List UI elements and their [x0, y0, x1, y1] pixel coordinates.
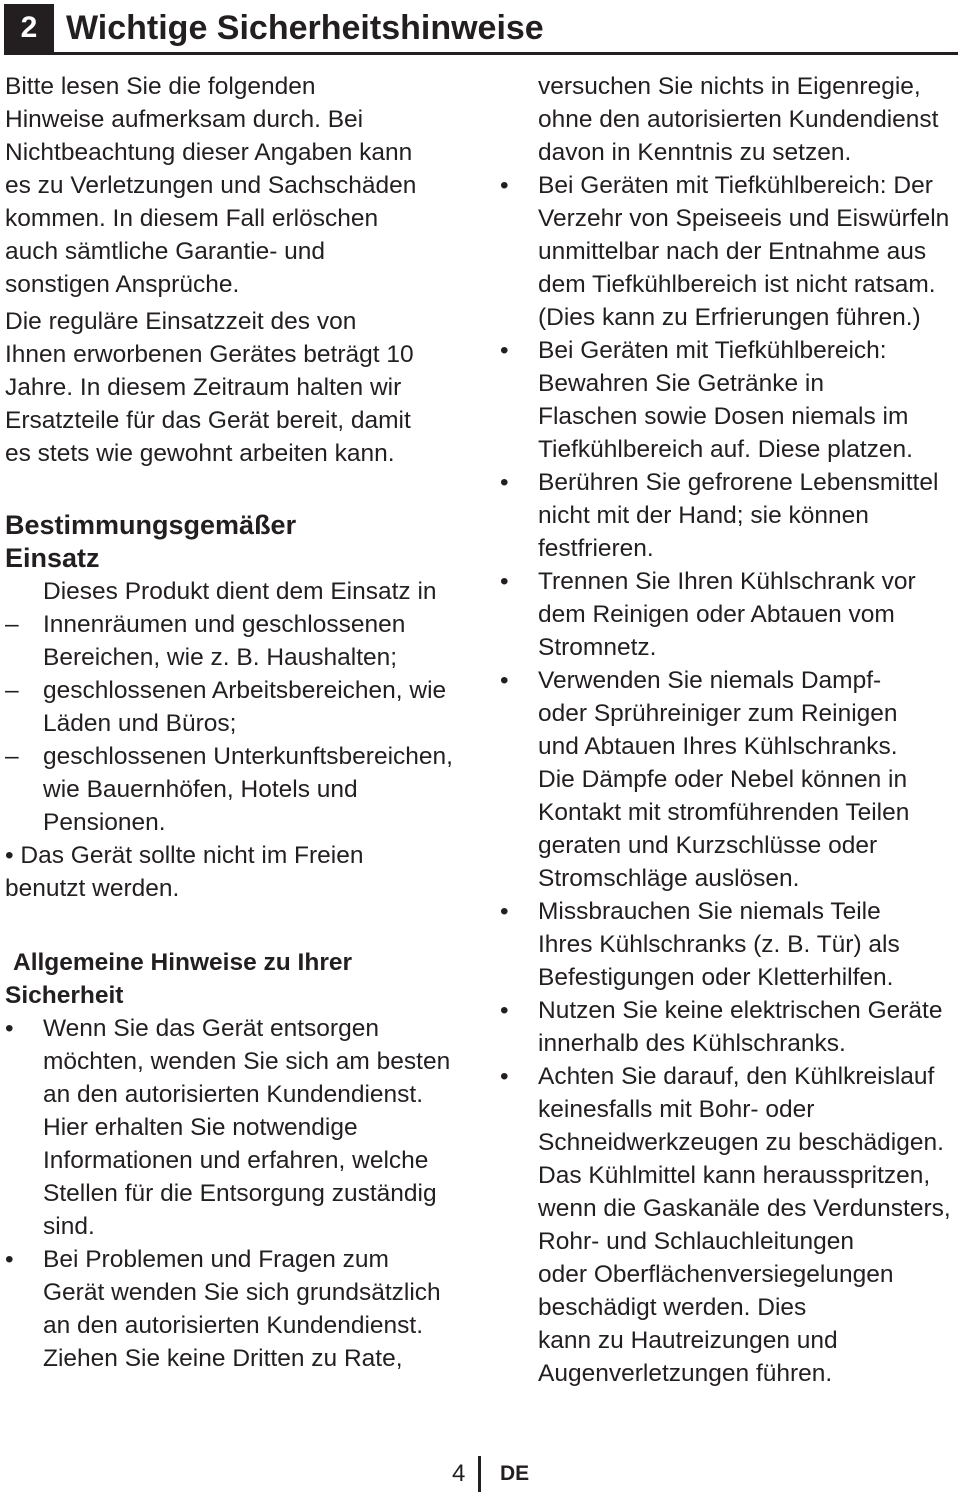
language-label: DE [500, 1462, 530, 1485]
text-line: Hinweise aufmerksam durch. Bei [5, 106, 364, 133]
text-line: wie Bauernhöfen, Hotels und [43, 776, 358, 803]
list-item [5, 674, 475, 740]
text-line: auch sämtliche Garantie- und [5, 238, 326, 265]
text-line: nicht mit der Hand; sie können [538, 502, 869, 529]
list-item [5, 1243, 475, 1375]
text-line: an den autorisierten Kundendienst. [43, 1312, 424, 1339]
text-line: Achten Sie darauf, den Kühlkreislauf [538, 1063, 935, 1090]
text-line: ohne den autorisierten Kundendienst [538, 106, 939, 133]
text-line: Stromnetz. [538, 634, 657, 661]
text-line: geraten und Kurzschlüsse oder [538, 832, 878, 859]
bullet-marker: • [5, 1015, 14, 1042]
text-line: Nutzen Sie keine elektrischen Geräte [538, 997, 943, 1024]
text-line: sonstigen Ansprüche. [5, 271, 240, 298]
text-line: und Abtauen Ihres Kühlschranks. [538, 733, 898, 760]
list-item [500, 334, 960, 466]
lifetime-paragraph [5, 305, 475, 470]
text-line: Rohr- und Schlauchleitungen [538, 1228, 854, 1255]
text-line: Ersatzteile für das Gerät bereit, damit [5, 407, 411, 434]
text-line: Schneidwerkzeugen zu beschädigen. [538, 1129, 944, 1156]
chapter-header [4, 4, 958, 55]
text-line: Stellen für die Entsorgung zuständig [43, 1180, 437, 1207]
list-item [500, 895, 960, 994]
right-column [500, 70, 960, 1390]
text-line: kann zu Hautreizungen und [538, 1327, 838, 1354]
list-item [500, 994, 960, 1060]
text-line: Die Dämpfe oder Nebel können in [538, 766, 908, 793]
text-line: oder Sprühreiniger zum Reinigen [538, 700, 898, 727]
text-line: Ihres Kühlschranks (z. B. Tür) als [538, 931, 900, 958]
chapter-title: Wichtige Sicherheitshinweise [66, 9, 544, 47]
text-line: keinesfalls mit Bohr- oder [538, 1096, 815, 1123]
text-line: Läden und Büros; [43, 710, 237, 737]
bullet-marker: • [500, 469, 509, 496]
bullet-marker: • [500, 337, 509, 364]
text-line: kommen. In diesem Fall erlöschen [5, 205, 379, 232]
text-line: festfrieren. [538, 535, 654, 562]
list-item [500, 466, 960, 565]
text-line: Gerät wenden Sie sich grundsätzlich [43, 1279, 441, 1306]
section-heading: Einsatz [5, 543, 100, 573]
text-line: Innenräumen und geschlossenen [43, 611, 406, 638]
text-line: davon in Kenntnis zu setzen. [538, 139, 852, 166]
section-heading: Allgemeine Hinweise zu Ihrer [13, 949, 353, 976]
chapter-number: 2 [4, 4, 54, 52]
text-line: versuchen Sie nichts in Eigenregie, [538, 73, 921, 100]
list-item [5, 608, 475, 674]
bullet-marker: • [500, 898, 509, 925]
text-line: Ihnen erworbenen Gerätes beträgt 10 [5, 341, 414, 368]
outdoor-note: benutzt werden. [5, 875, 180, 902]
text-line: Ziehen Sie keine Dritten zu Rate, [43, 1345, 403, 1372]
intended-use-lead: Dieses Produkt dient dem Einsatz in [43, 578, 437, 605]
text-line: Befestigungen oder Kletterhilfen. [538, 964, 894, 991]
list-item [500, 565, 960, 664]
text-line: unmittelbar nach der Entnahme aus [538, 238, 927, 265]
text-line: Trennen Sie Ihren Kühlschrank vor [538, 568, 916, 595]
text-line: Bei Geräten mit Tiefkühlbereich: Der [538, 172, 933, 199]
safety-list-continued [500, 169, 960, 1390]
text-line: Die reguläre Einsatzzeit des von [5, 308, 357, 335]
text-line: dem Tiefkühlbereich ist nicht ratsam. [538, 271, 936, 298]
text-line: Bei Problemen und Fragen zum [43, 1246, 389, 1273]
list-item [5, 740, 475, 839]
text-line: sind. [43, 1213, 95, 1240]
text-line: oder Oberflächenversiegelungen [538, 1261, 894, 1288]
section-heading: Sicherheit [5, 982, 124, 1009]
outdoor-note: • Das Gerät sollte nicht im Freien [5, 842, 364, 869]
section-heading: Bestimmungsgemäßer [5, 510, 297, 540]
text-line: wenn die Gaskanäle des Verdunsters, [538, 1195, 951, 1222]
bullet-marker: • [5, 1246, 14, 1273]
text-line: Verzehr von Speiseeis und Eiswürfeln [538, 205, 950, 232]
text-line: Bitte lesen Sie die folgenden [5, 73, 316, 100]
text-line: Nichtbeachtung dieser Angaben kann [5, 139, 413, 166]
text-line: Bewahren Sie Getränke in [538, 370, 824, 397]
list-item [500, 169, 960, 334]
intro-paragraph [5, 70, 475, 301]
dash-marker: – [5, 611, 19, 638]
text-line: Bereichen, wie z. B. Haushalten; [43, 644, 398, 671]
text-line: möchten, wenden Sie sich am besten [43, 1048, 451, 1075]
text-line: Augenverletzungen führen. [538, 1360, 833, 1387]
safety-list [5, 1012, 475, 1375]
text-line: dem Reinigen oder Abtauen vom [538, 601, 895, 628]
text-line: Pensionen. [43, 809, 166, 836]
general-safety-section [5, 946, 475, 1375]
text-line: Informationen und erfahren, welche [43, 1147, 429, 1174]
bullet-marker: • [500, 172, 509, 199]
dash-marker: – [5, 677, 19, 704]
dash-marker: – [5, 743, 19, 770]
bullet-marker: • [500, 568, 509, 595]
text-line: innerhalb des Kühlschranks. [538, 1030, 846, 1057]
text-line: es stets wie gewohnt arbeiten kann. [5, 440, 395, 467]
text-line: an den autorisierten Kundendienst. [43, 1081, 424, 1108]
text-line: beschädigt werden. Dies [538, 1294, 807, 1321]
text-line: es zu Verletzungen und Sachschäden [5, 172, 417, 199]
continuation-paragraph [500, 70, 960, 169]
bullet-marker: • [500, 997, 509, 1024]
list-item [5, 1012, 475, 1243]
text-line: Bei Geräten mit Tiefkühlbereich: [538, 337, 887, 364]
text-line: Hier erhalten Sie notwendige [43, 1114, 358, 1141]
text-line: Tiefkühlbereich auf. Diese platzen. [538, 436, 913, 463]
text-line: Wenn Sie das Gerät entsorgen [43, 1015, 379, 1042]
text-line: Missbrauchen Sie niemals Teile [538, 898, 881, 925]
text-line: Berühren Sie gefrorene Lebensmittel [538, 469, 939, 496]
list-item [500, 664, 960, 895]
left-column [5, 70, 475, 1375]
text-line: Stromschläge auslösen. [538, 865, 800, 892]
bullet-marker: • [500, 1063, 509, 1090]
text-line: Verwenden Sie niemals Dampf- [538, 667, 882, 694]
text-line: geschlossenen Arbeitsbereichen, wie [43, 677, 447, 704]
footer-divider [478, 1456, 481, 1492]
text-line: Flaschen sowie Dosen niemals im [538, 403, 909, 430]
text-line: (Dies kann zu Erfrierungen führen.) [538, 304, 921, 331]
text-line: geschlossenen Unterkunftsbereichen, [43, 743, 453, 770]
text-line: Das Kühlmittel kann herausspritzen, [538, 1162, 931, 1189]
text-line: Kontakt mit stromführenden Teilen [538, 799, 910, 826]
intended-use-list [5, 608, 475, 839]
intended-use-section [5, 509, 475, 905]
bullet-marker: • [500, 667, 509, 694]
list-item [500, 1060, 960, 1390]
page-number: 4 [452, 1460, 466, 1487]
text-line: Jahre. In diesem Zeitraum halten wir [5, 374, 402, 401]
